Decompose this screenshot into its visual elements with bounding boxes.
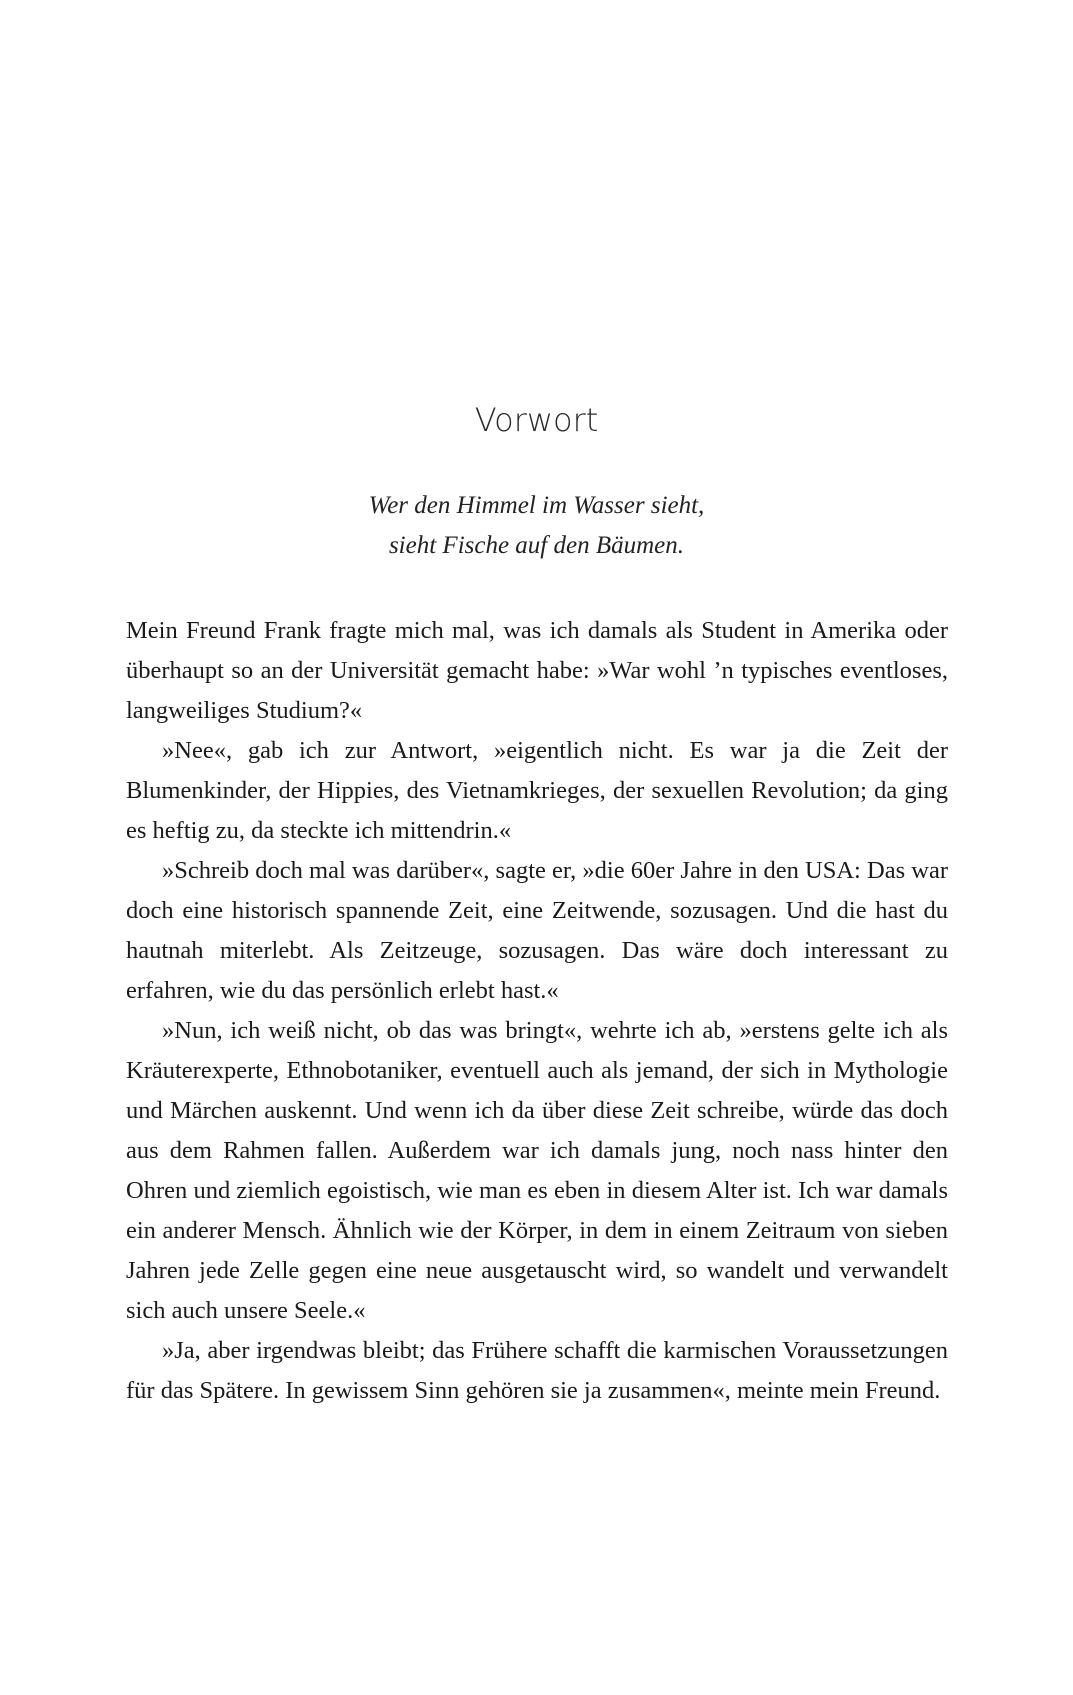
epigraph-line: Wer den Himmel im Wasser sieht, [368, 492, 705, 519]
chapter-title: Vorwort [474, 401, 599, 439]
paragraph: »Schreib doch mal was darüber«, sagte er, »die 60er Jahre in den USA: Das war doch eine historisch spannende Zeit, eine Zeitwende, sozusagen. Und die hast du hautnah miterlebt. Als Zeitzeuge, sozusagen. Das wäre doch interessant zu erfahren, wie du das persönlich erlebt hast.« [126, 857, 948, 1004]
paragraph: »Ja, aber irgendwas bleibt; das Frühere schafft die karmischen Voraussetzungen für das Spätere. In gewissem Sinn gehören sie ja zusammen«, meinte mein Freund. [126, 1337, 948, 1404]
paragraph: »Nun, ich weiß nicht, ob das was bringt«, wehrte ich ab, »erstens gelte ich als Kräuterexperte, Ethnobotaniker, eventuell auch als jemand, der sich in Mythologie und Märchen auskennt. Und wenn ich da über diese Zeit schreibe, würde das doch aus dem Rahmen fallen. Außerdem war ich damals jung, noch nass hinter den Ohren und ziemlich egoistisch, wie man es eben in diesem Alter ist. Ich war damals ein anderer Mensch. Ähnlich wie der Körper, in dem in einem Zeitraum von sieben Jahren jede Zelle gegen eine neue ausgetauscht wird, so wandelt und verwandelt sich auch unsere Seele.« [126, 1017, 948, 1324]
epigraph-line: sieht Fische auf den Bäumen. [388, 532, 685, 559]
paragraph: »Nee«, gab ich zur Antwort, »eigentlich nicht. Es war ja die Zeit der Blumenkinder, der Hippies, des Vietnamkrieges, der sexuellen Revolution; da ging es heftig zu, da steckte ich mittendrin.« [126, 737, 948, 844]
paragraph: Mein Freund Frank fragte mich mal, was ich damals als Student in Amerika oder überhaupt so an der Universität gemacht habe: »War wohl ’n typisches eventloses, langweiliges Studium?« [126, 617, 948, 724]
epigraph [0, 486, 1073, 566]
body-text [126, 611, 948, 1411]
